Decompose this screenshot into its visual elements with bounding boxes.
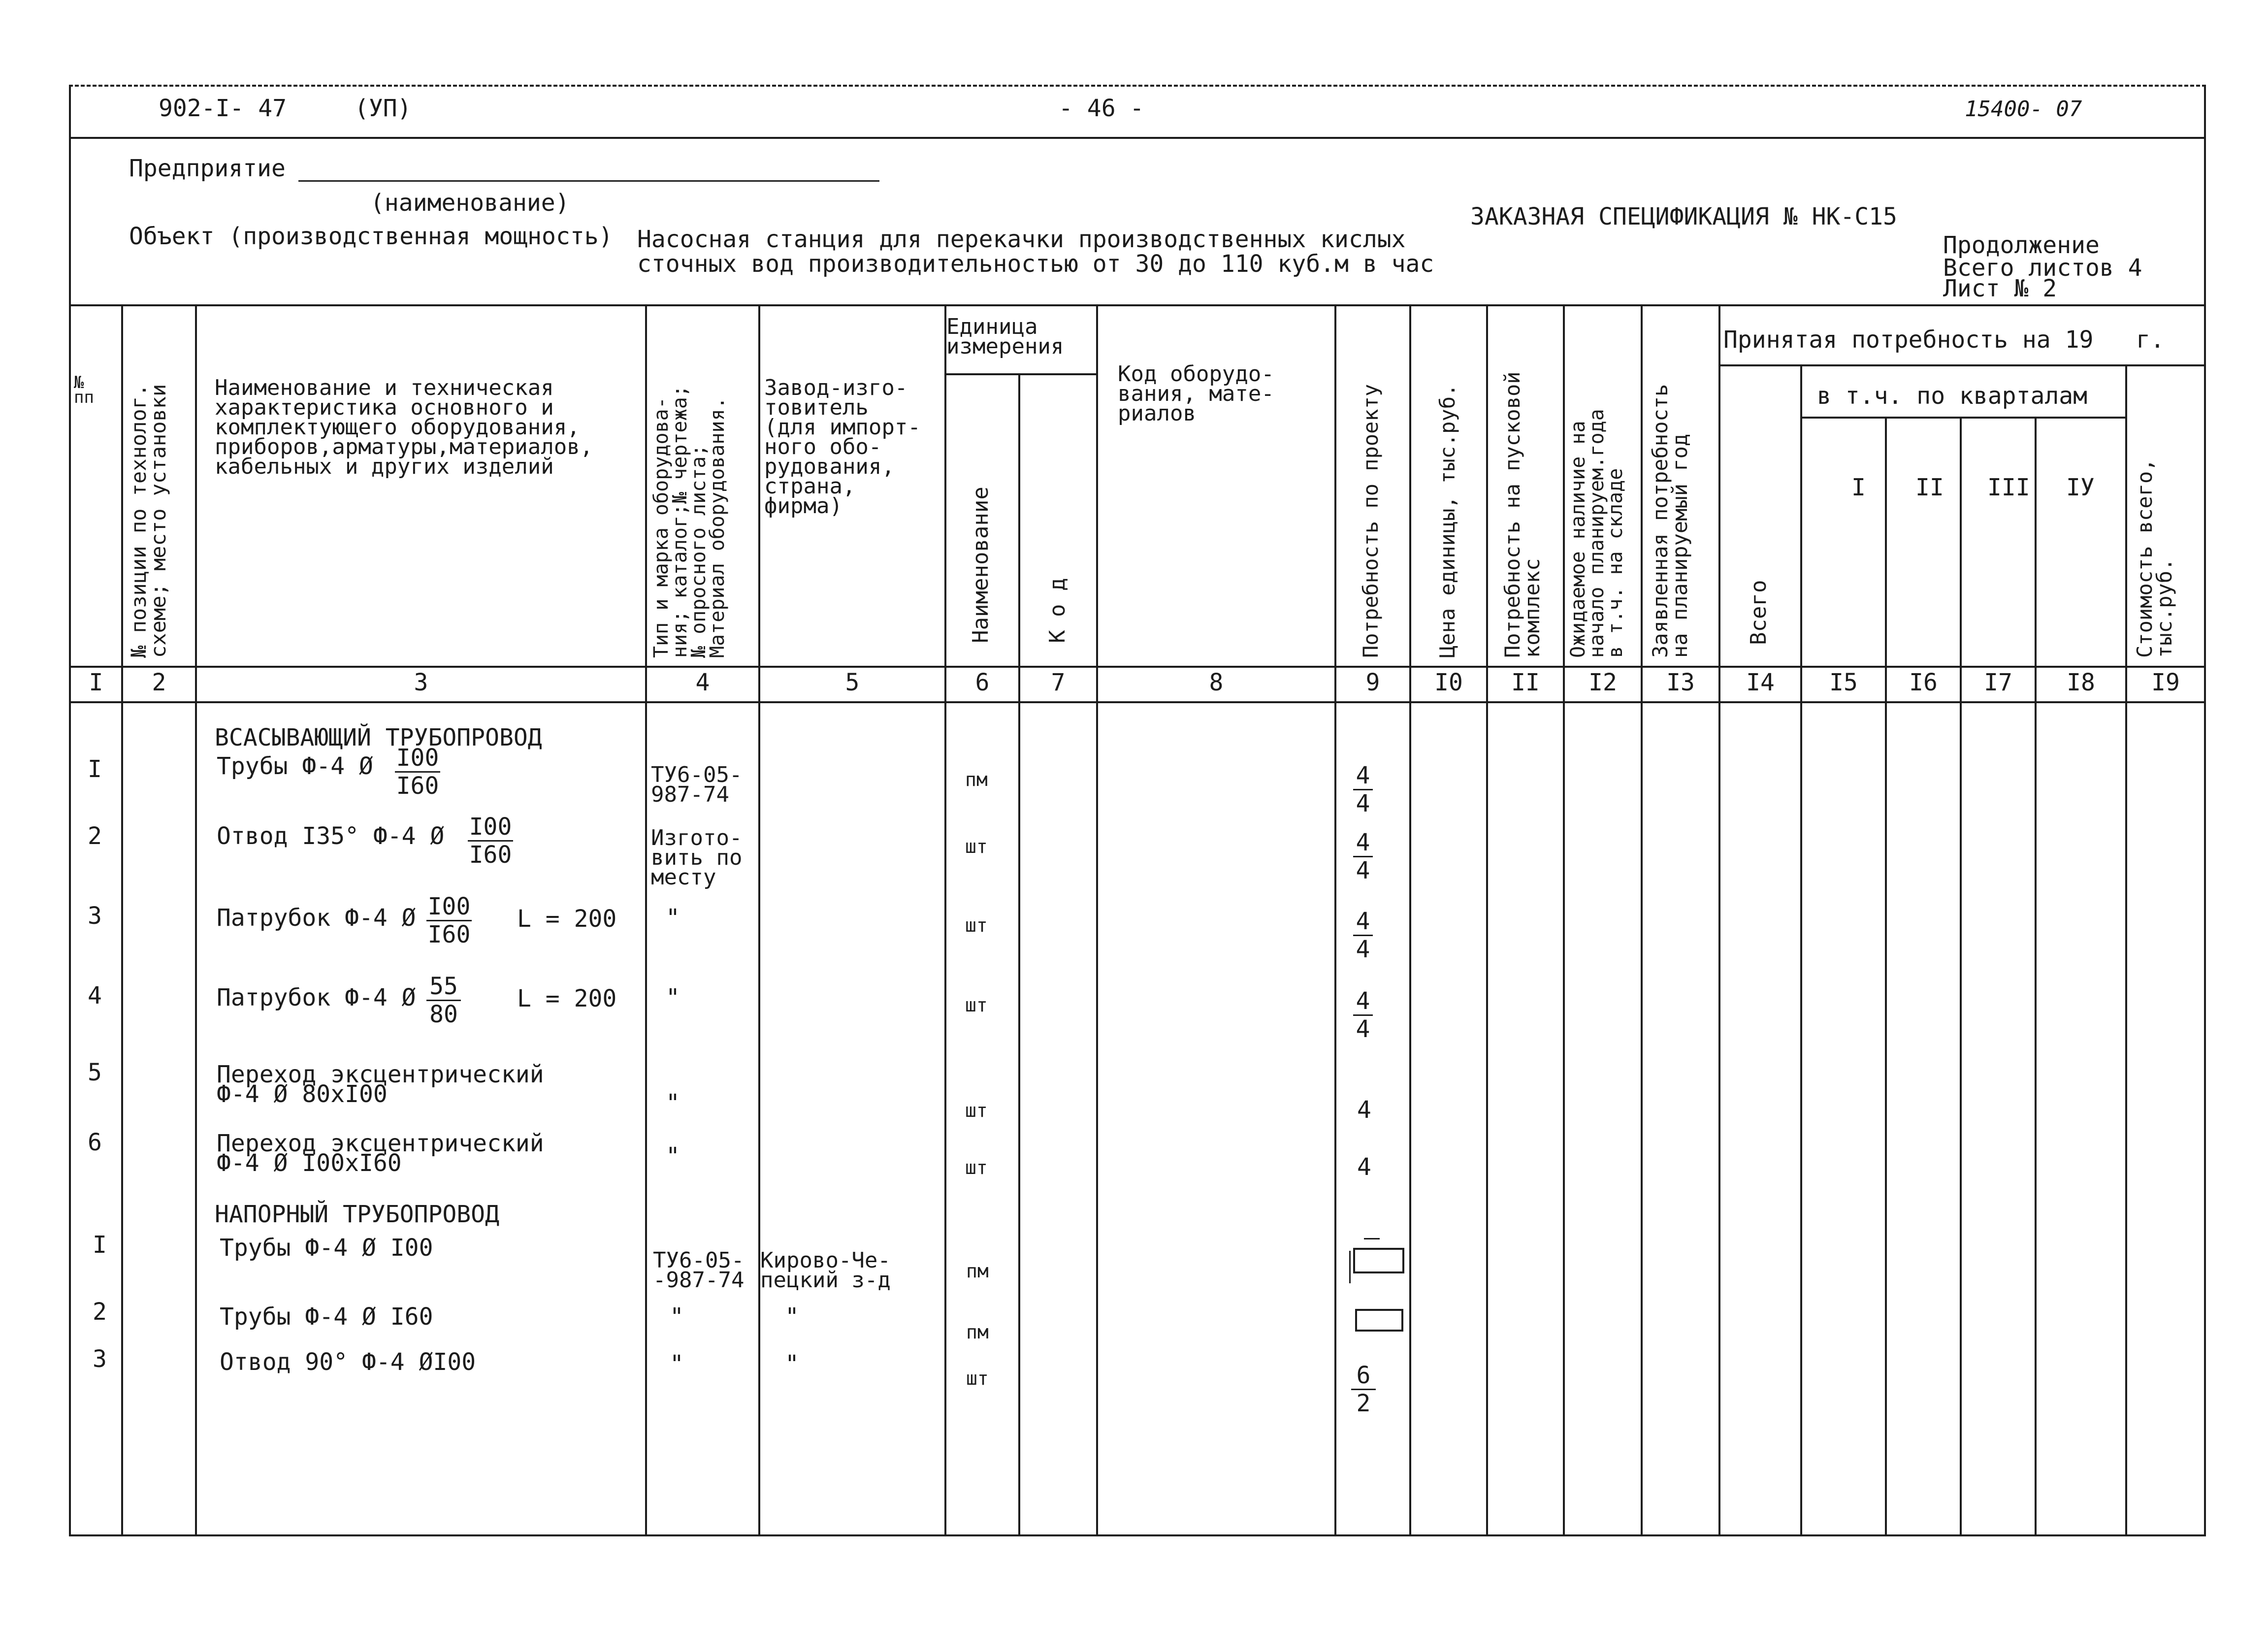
col-line [1885, 418, 1887, 1534]
item-name: Отвод 90° Ф-4 ØI00 [220, 1348, 476, 1376]
doc-code: 902-I- 47 [159, 95, 287, 122]
need-fraction [1353, 908, 1373, 963]
item-maker-ditto: " [785, 1350, 799, 1378]
col-line [2035, 418, 2037, 1534]
fraction-numerator: I00 [468, 814, 513, 842]
col-header-accepted: Принятая потребность на 19 г. [1723, 326, 2165, 354]
frame-left-line [69, 85, 71, 1536]
need-numerator: 4 [1353, 908, 1373, 936]
need-mark-bracket [1349, 1251, 1351, 1283]
col-line [195, 304, 197, 1534]
item-type-ditto: " [666, 1089, 680, 1117]
item-unit: шт [965, 994, 988, 1016]
need-fraction [1353, 829, 1373, 884]
need-numerator: 4 [1353, 762, 1373, 790]
row-number: 4 [88, 982, 102, 1009]
col-number: 3 [414, 669, 428, 696]
continuation-label: Продолжение [1943, 231, 2100, 259]
col-header-row-no: № пп [74, 373, 94, 407]
item-type: ТУ6-05- -987-74 [653, 1248, 745, 1293]
enterprise-underline [298, 180, 879, 182]
col-number: 9 [1365, 669, 1380, 696]
need-mark-dash [1364, 1238, 1380, 1239]
need-numerator: 4 [1353, 829, 1373, 857]
item-unit: шт [965, 836, 988, 857]
col-header-type: Тип и марка оборудова- ния; каталог;№ чертежа; № опросного листа; Материал оборудования. [650, 385, 729, 658]
col-line [1486, 304, 1488, 1534]
fraction-denominator: 80 [429, 1001, 458, 1028]
item-type: Изгото- вить по месту [651, 825, 743, 890]
col-header-total: Всего [1746, 580, 1771, 645]
col-header-declared: Заявленная потребность на планируемый год [1648, 384, 1692, 658]
header-divider [69, 137, 2206, 139]
col-header-maker: Завод-изго- товитель (для импорт- ного обо- рудования, страна, фирма) [764, 375, 921, 519]
col-number: 8 [1209, 669, 1224, 696]
item-unit: пм [966, 1260, 989, 1282]
frame-top-line [69, 85, 2206, 87]
col-header-quarters: в т.ч. по кварталам [1817, 382, 2088, 410]
row-number: I [93, 1231, 107, 1259]
col-number: I5 [1829, 669, 1858, 696]
col-header-price: Цена единицы, тыс.руб. [1435, 384, 1459, 658]
object-description-line1: Насосная станция для перекачки производственных кислых [637, 226, 1406, 253]
need-denominator: 4 [1356, 790, 1370, 817]
section-title-suction: ВСАСЫВАЮЩИЙ ТРУБОПРОВОД [215, 724, 542, 751]
doc-part: (УП) [355, 95, 412, 122]
total-sheets: Всего листов 4 [1943, 254, 2142, 282]
fraction-numerator: 55 [426, 973, 461, 1001]
section-title-pressure: НАПОРНЫЙ ТРУБОПРОВОД [215, 1201, 499, 1228]
need-value: 4 [1357, 1153, 1371, 1181]
col-line [1096, 304, 1098, 1534]
col-line [645, 304, 647, 1534]
col-header-q2: II [1915, 474, 1944, 501]
col-header-need: Потребность по проекту [1359, 384, 1383, 658]
need-placeholder-box [1353, 1248, 1404, 1273]
col-number: 6 [975, 669, 990, 696]
col-line [758, 304, 760, 1534]
col-number: 4 [695, 669, 710, 696]
item-length: L = 200 [517, 985, 617, 1012]
spec-title: ЗАКАЗНАЯ СПЕЦИФИКАЦИЯ № НК-С15 [1470, 203, 1897, 230]
row-number: 3 [93, 1345, 107, 1373]
unit-group-line [944, 373, 1097, 375]
col-line [1334, 304, 1336, 1534]
col-number: I [89, 669, 103, 696]
need-numerator: 6 [1351, 1362, 1376, 1390]
need-fraction [1351, 1362, 1376, 1417]
col-line [121, 304, 123, 1534]
col-header-position: № позиции по технолог. схеме; место установки [127, 384, 170, 658]
col-number: I4 [1746, 669, 1775, 696]
sheet-number: Лист № 2 [1943, 275, 2057, 302]
need-placeholder-box [1355, 1309, 1403, 1332]
col-line [1409, 304, 1411, 1534]
col-header-q3: III [1987, 474, 2030, 501]
col-line [1800, 365, 1802, 1534]
item-unit: шт [965, 1157, 988, 1178]
item-type-ditto: " [666, 984, 680, 1011]
col-header-q1: I [1851, 474, 1866, 501]
header-bottom-line [69, 666, 2206, 668]
archive-stamp: 15400- 07 [1965, 97, 2082, 122]
col-header-expected: Ожидаемое наличие на начало планируем.года в т.ч. на складе [1567, 409, 1627, 658]
object-description-line2: сточных вод производительностью от 30 до 110 куб.м в час [637, 250, 1434, 278]
item-type: ТУ6-05- 987-74 [651, 762, 743, 807]
fraction-denominator: I60 [396, 772, 439, 800]
row-number: I [88, 755, 102, 783]
row-number: 5 [88, 1059, 102, 1086]
numbers-bottom-line [69, 701, 2206, 703]
col-header-unit-group: Единица измерения [946, 314, 1064, 359]
need-value: 4 [1357, 1096, 1371, 1124]
col-number: I2 [1588, 669, 1617, 696]
col-line [944, 304, 946, 1534]
item-maker-ditto: " [785, 1303, 799, 1331]
col-header-unit-name: Наименование [968, 487, 993, 643]
item-unit: шт [966, 1368, 989, 1389]
need-fraction [1353, 988, 1373, 1042]
item-name: Переход эксцентрический Ф-4 Ø I00хI60 [217, 1130, 544, 1177]
item-type-ditto: " [670, 1350, 684, 1378]
col-number: I6 [1909, 669, 1938, 696]
item-type-ditto: " [670, 1303, 684, 1331]
col-line [1563, 304, 1565, 1534]
item-maker: Кирово-Че- пецкий з-д [760, 1248, 891, 1293]
frame-right-line [2204, 85, 2206, 1536]
need-denominator: 4 [1356, 1015, 1370, 1043]
item-diameter-fraction [468, 814, 513, 868]
col-line [1718, 304, 1720, 1534]
form-bottom-line [69, 304, 2206, 306]
col-number: I9 [2151, 669, 2180, 696]
object-label: Объект (производственная мощность) [129, 223, 613, 250]
col-number: 2 [152, 669, 166, 696]
col-header-startup: Потребность на пусковой комплекс [1500, 371, 1544, 658]
item-name: Патрубок Ф-4 Ø [217, 904, 416, 932]
item-diameter-fraction [426, 973, 461, 1028]
col-header-name: Наименование и техническая характеристика основного и комплектующего оборудования, приборов,арматуры,материалов, кабельных и других изделий [215, 375, 593, 479]
col-number: 5 [845, 669, 860, 696]
item-length: L = 200 [517, 905, 617, 933]
need-fraction [1353, 762, 1373, 817]
need-denominator: 4 [1356, 857, 1370, 884]
item-name: Переход эксцентрический Ф-4 Ø 80хI00 [217, 1061, 544, 1108]
naming-hint: (наименование) [370, 189, 570, 217]
col-line [1960, 418, 1962, 1534]
item-name: Трубы Ф-4 Ø I00 [220, 1234, 433, 1262]
item-unit: шт [965, 1100, 988, 1121]
col-number: I8 [2067, 669, 2095, 696]
row-number: 6 [88, 1129, 102, 1156]
col-number: I0 [1434, 669, 1463, 696]
col-header-cost: Стоимость всего, тыс.руб. [2133, 458, 2176, 658]
enterprise-label: Предприятие [129, 155, 286, 182]
col-header-unit-code: К о д [1045, 578, 1070, 643]
item-unit: шт [965, 914, 988, 936]
col-number: I3 [1666, 669, 1695, 696]
fraction-denominator: I60 [427, 921, 471, 948]
col-number: I7 [1984, 669, 2012, 696]
accepted-line [1718, 364, 2204, 366]
quarters-line [1800, 417, 2125, 419]
col-number: II [1511, 669, 1540, 696]
row-number: 2 [93, 1298, 107, 1326]
need-numerator: 4 [1353, 988, 1373, 1016]
item-name: Патрубок Ф-4 Ø [217, 984, 416, 1011]
fraction-denominator: I60 [469, 841, 512, 869]
need-denominator: 4 [1356, 936, 1370, 963]
item-name: Трубы Ф-4 Ø [217, 752, 373, 780]
item-type-ditto: " [666, 1142, 680, 1170]
page-number: - 46 - [1059, 95, 1144, 122]
fraction-numerator: I00 [426, 893, 472, 921]
col-number: 7 [1051, 669, 1066, 696]
item-unit: пм [966, 1321, 989, 1343]
item-name: Отвод I35° Ф-4 Ø [217, 822, 445, 850]
need-denominator: 2 [1356, 1390, 1371, 1417]
fraction-numerator: I00 [395, 745, 440, 773]
frame-bottom-line [69, 1534, 2206, 1536]
item-diameter-fraction [426, 893, 472, 948]
row-number: 2 [88, 822, 102, 850]
col-line [1641, 304, 1643, 1534]
item-diameter-fraction [395, 745, 440, 799]
col-header-code: Код оборудо- вания, мате- риалов [1118, 361, 1274, 426]
item-unit: пм [965, 769, 988, 790]
item-type-ditto: " [666, 904, 680, 932]
col-header-q4: IУ [2066, 474, 2095, 501]
col-line [2125, 365, 2127, 1534]
col-line [1018, 374, 1020, 1534]
row-number: 3 [88, 902, 102, 930]
item-name: Трубы Ф-4 Ø I60 [220, 1303, 433, 1331]
